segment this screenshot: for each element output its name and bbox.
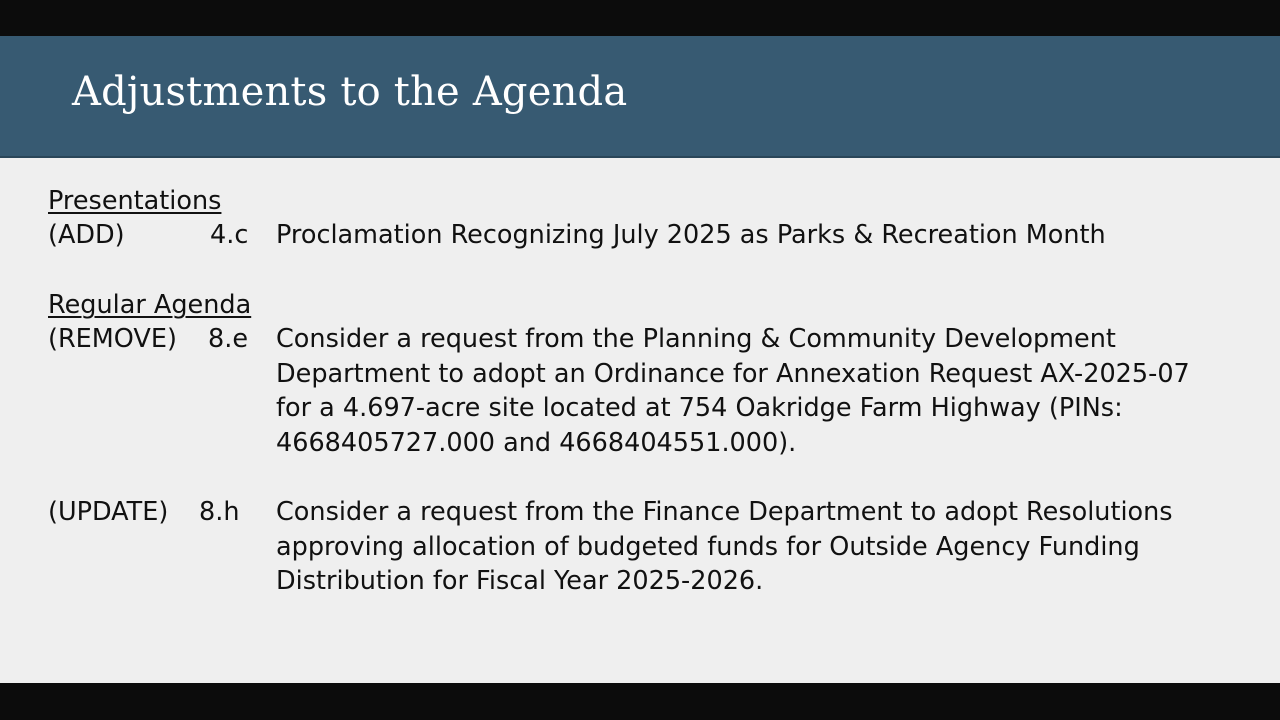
item-number: 8.e [208,324,249,354]
letterbox-bottom [0,683,1280,720]
item-action: (REMOVE) [48,324,177,354]
item-action: (ADD) [48,220,125,250]
item-description: Proclamation Recognizing July 2025 as Parks & Recreation Month [276,220,1106,250]
title-band [0,36,1280,158]
item-description: Consider a request from the Planning & Community Development Department to adopt an Ordinance for Annexation Request AX-2025-07 for a 4.697-acre site located at 754 Oakridge Farm Highway (PINs: 4668405727.000 and 4668404551.000). [276,324,1190,458]
slide-title: Adjustments to the Agenda [72,69,628,115]
item-description: Consider a request from the Finance Department to adopt Resolutions approving allocation of budgeted funds for Outside Agency Funding Distribution for Fiscal Year 2025-2026. [276,497,1173,596]
presentation-slide [0,36,1280,683]
section-heading-presentations: Presentations [48,186,222,216]
letterbox-top [0,0,1280,36]
item-number: 8.h [199,497,240,527]
item-number: 4.c [210,220,249,250]
item-action: (UPDATE) [48,497,169,527]
section-heading-regular-agenda: Regular Agenda [48,290,252,320]
